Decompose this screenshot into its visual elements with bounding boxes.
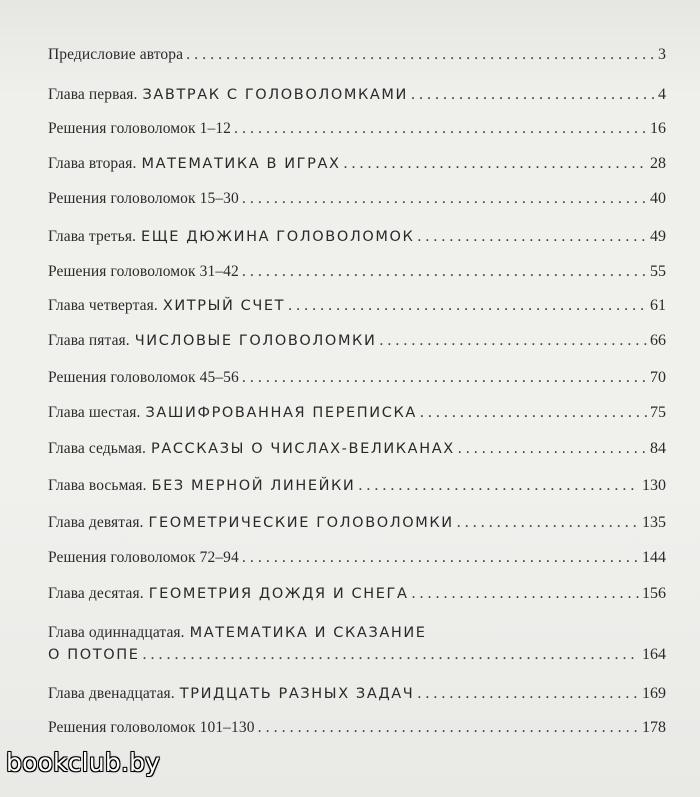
toc-entry-leader-dots — [186, 46, 655, 64]
toc-entry-page-number: 49 — [650, 228, 666, 245]
toc-entry-lead: Глава вторая. — [48, 155, 137, 172]
toc-entry-page-number: 66 — [650, 332, 666, 349]
toc-entry — [48, 369, 666, 387]
toc-entry-lead: Глава седьмая. — [48, 440, 146, 457]
toc-entry-lead: Глава третья. — [48, 228, 137, 245]
toc-entry-title: ЕЩЕ ДЮЖИНА ГОЛОВОЛОМОК — [141, 229, 415, 245]
toc-entry-leader-dots — [457, 514, 639, 532]
toc-entry — [48, 120, 666, 138]
toc-entry — [48, 585, 666, 603]
toc-entry-title: ХИТРЫЙ СЧЕТ — [162, 298, 286, 314]
toc-entry-leader-dots — [417, 685, 639, 703]
toc-entry-page-number: 3 — [658, 46, 666, 63]
toc-entry — [48, 332, 666, 350]
toc-entry-page-number: 144 — [642, 549, 666, 566]
toc-entry-lead: Глава восьмая. — [48, 477, 147, 494]
toc-entry-lead: Глава пятая. — [48, 332, 130, 349]
toc-entry-leader-dots — [242, 263, 647, 281]
toc-entry — [48, 46, 666, 64]
toc-entry-lead: Предисловие автора — [48, 46, 184, 63]
toc-entry-page-number: 28 — [650, 155, 666, 172]
toc-entry-page-number: 70 — [650, 369, 666, 386]
toc-entry — [48, 297, 666, 315]
toc-entry-leader-dots — [344, 155, 647, 173]
toc-entry-leader-dots — [417, 228, 647, 246]
toc-entry-title: ЗАШИФРОВАННАЯ ПЕРЕПИСКА — [145, 405, 417, 421]
toc-entry-title: ГЕОМЕТРИЧЕСКИЕ ГОЛОВОЛОМКИ — [148, 515, 454, 531]
toc-entry — [48, 514, 666, 532]
toc-entry — [48, 263, 666, 281]
watermark: bookclub.by — [6, 748, 161, 777]
toc-entry-leader-dots — [242, 190, 647, 208]
toc-entry-page-number: 169 — [642, 685, 666, 702]
toc-entry-page-number: 55 — [650, 263, 666, 280]
toc-entry — [48, 155, 666, 173]
toc-entry-page-number: 16 — [650, 120, 666, 137]
toc-entry — [48, 404, 666, 422]
toc-entry-lead: Глава шестая. — [48, 404, 141, 421]
toc-entry-title: ГЕОМЕТРИЯ ДОЖДЯ И СНЕГА — [148, 586, 409, 602]
toc-entry-lead: Решения головоломок 31–42 — [48, 263, 239, 280]
toc-entry-page-number: 84 — [650, 440, 666, 457]
toc-entry-title: БЕЗ МЕРНОЙ ЛИНЕЙКИ — [151, 478, 356, 494]
toc-entry-page-number: 156 — [642, 585, 666, 602]
toc-entry-leader-dots — [234, 120, 647, 138]
toc-entry-title: ЧИСЛОВЫЕ ГОЛОВОЛОМКИ — [134, 333, 377, 349]
toc-entry-leader-dots — [379, 332, 647, 350]
toc-entry-leader-dots — [411, 86, 655, 104]
toc-entry-title: МАТЕМАТИКА И СКАЗАНИЕ — [189, 625, 427, 641]
toc-entry — [48, 719, 666, 737]
toc-entry-lead: Глава девятая. — [48, 514, 144, 531]
toc-entry-leader-dots — [242, 549, 639, 567]
toc-entry-page-number: 61 — [650, 297, 666, 314]
toc-entry-title: МАТЕМАТИКА В ИГРАХ — [141, 156, 341, 172]
toc-entry-lead: Глава двенадцатая. — [48, 685, 175, 702]
toc-entry — [48, 549, 666, 567]
toc-entry — [48, 477, 666, 495]
toc-entry-leader-dots — [258, 719, 639, 737]
toc-entry-title-continued: О ПОТОПЕ — [48, 647, 140, 663]
toc-entry-page-number: 75 — [650, 404, 666, 421]
toc-entry-leader-dots — [142, 646, 639, 664]
toc-entry-lead: Глава одиннадцатая. — [48, 624, 185, 641]
toc-entry-leader-dots — [242, 369, 647, 387]
toc-entry-leader-dots — [288, 297, 647, 315]
toc-entry-page-number: 135 — [642, 514, 666, 531]
toc-entry — [48, 228, 666, 246]
toc-entry-leader-dots — [420, 404, 647, 422]
toc-entry-leader-dots — [412, 585, 640, 603]
toc-entry-title: РАССКАЗЫ О ЧИСЛАХ-ВЕЛИКАНАХ — [150, 441, 455, 457]
toc-entry-lead: Глава четвертая. — [48, 297, 158, 314]
toc-entry-leader-dots — [358, 477, 639, 495]
toc-entry-lead: Глава десятая. — [48, 585, 144, 602]
toc-entry-page-number: 130 — [642, 477, 666, 494]
toc-entry — [48, 685, 666, 703]
toc-entry-lead: Решения головоломок 45–56 — [48, 369, 239, 386]
toc-entry-page-number: 178 — [642, 719, 666, 736]
toc-entry — [48, 190, 666, 208]
toc-entry-page-number: 164 — [642, 646, 666, 663]
toc-entry-lead: Глава первая. — [48, 86, 138, 103]
toc-entry-lead: Решения головоломок 1–12 — [48, 120, 232, 137]
toc-entry-page-number: 4 — [658, 86, 666, 103]
toc-entry-leader-dots — [458, 440, 647, 458]
toc-entry-lead: Решения головоломок 15–30 — [48, 190, 239, 207]
toc-entry — [48, 86, 666, 104]
toc-entry-lead: Решения головоломок 101–130 — [48, 719, 255, 736]
toc-entry-title: ТРИДЦАТЬ РАЗНЫХ ЗАДАЧ — [179, 686, 415, 702]
toc-entry-page-number: 40 — [650, 190, 666, 207]
toc-entry — [48, 624, 666, 664]
toc-entry-title: ЗАВТРАК С ГОЛОВОЛОМКАМИ — [142, 87, 408, 103]
toc-entry — [48, 440, 666, 458]
toc-entry-lead: Решения головоломок 72–94 — [48, 549, 239, 566]
